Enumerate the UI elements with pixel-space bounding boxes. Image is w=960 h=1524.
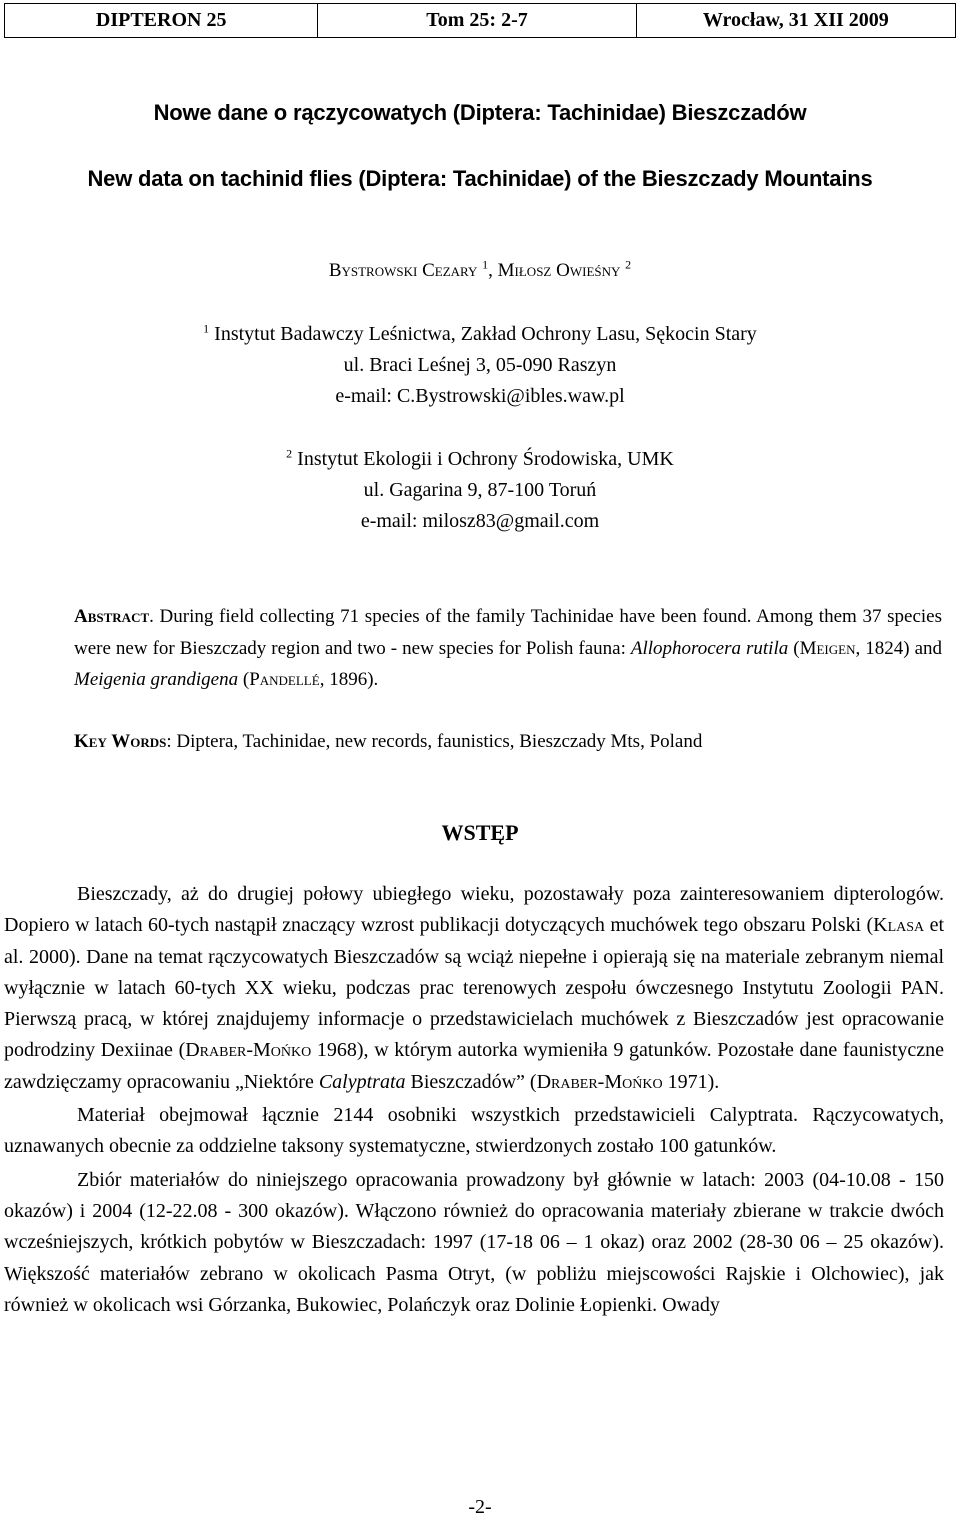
author-separator: ,: [488, 260, 498, 281]
keywords-text: : Diptera, Tachinidae, new records, faunistics, Bieszczady Mts, Poland: [166, 731, 703, 752]
abstract-label: Abstract: [74, 606, 150, 627]
para1-part5: 1971).: [662, 1070, 720, 1093]
journal-name: DIPTERON 25: [5, 4, 318, 37]
affiliation-1: [0, 319, 960, 412]
species-name-2: Meigenia grandigena: [74, 669, 239, 690]
abstract-year-1: , 1824) and: [855, 637, 943, 659]
journal-place-date: Wrocław, 31 XII 2009: [702, 9, 889, 31]
citation-klasa: Klasa: [873, 914, 925, 937]
body-text: [4, 879, 944, 1321]
species-author-1: Meigen: [799, 637, 856, 659]
affiliation-1-email: e-mail: C.Bystrowski@ibles.waw.pl: [335, 385, 625, 407]
citation-draber-monko-1971: Draber-Mońko: [536, 1070, 663, 1093]
affiliation-1-institution: [0, 319, 960, 350]
species-author-2: Pandellé: [249, 669, 320, 690]
abstract-text: [74, 601, 942, 696]
author-1-first-name: Cezary: [422, 260, 478, 281]
author-2-last-name: Owieśny: [556, 260, 621, 281]
para1-part3: 1968), w którym autorka wymieniła 9 gatunków. Pozostałe dane faunistyczne zawdzięczamy opracowaniu „Niektóre: [4, 1039, 944, 1093]
para1-part2: et al. 2000). Dane na temat rączycowatych Bieszczadów są wciąż niepełne i opierają się na materiale zebranym niemal wyłącznie w latach 60-tych XX wieku, podczas prac terenowych zespołu ówczesnego Instytutu Zoologii PAN. Pierwszą pracą, w której znajdujemy informacje o przedstawicielach muchówek z Bieszczadów jest opracowanie podrodziny Dexiinae (: [4, 914, 944, 1062]
citation-draber-monko-1968: Draber-Mońko: [185, 1039, 312, 1062]
journal-volume: Tom 25: 2-7: [318, 4, 636, 37]
affiliation-1-name: Instytut Badawczy Leśnictwa, Zakład Ochrony Lasu, Sękocin Stary: [209, 323, 757, 345]
keywords: [74, 726, 942, 757]
paragraph-1: [4, 879, 944, 1098]
para1-part1: Bieszczady, aż do drugiej połowy ubiegłego wieku, pozostawały poza zainteresowaniem dipterologów. Dopiero w latach 60-tych nastąpił znaczący wzrost publikacji dotyczących muchówek tego obszaru Polski (: [4, 883, 944, 937]
affiliation-2-mark: 2: [286, 446, 293, 461]
author-1-last-name: Bystrowski: [328, 260, 418, 281]
abstract: [74, 601, 942, 696]
affiliation-2-name: Instytut Ekologii i Ochrony Środowiska, UMK: [292, 448, 674, 470]
abstract-paren-1: (: [788, 637, 800, 659]
author-2-affiliation-mark: 2: [625, 257, 632, 272]
affiliation-1-mark: 1: [203, 321, 210, 336]
author-2-first-name: Miłosz: [497, 260, 552, 281]
species-name-1: Allophorocera rutila: [630, 637, 789, 659]
abstract-paren-2: (: [238, 669, 250, 690]
title-polish: Nowe dane o rączycowatych (Diptera: Tachinidae) Bieszczadów: [153, 100, 807, 125]
affiliation-2-email: e-mail: milosz83@gmail.com: [360, 510, 600, 532]
paragraph-2: Materiał obejmował łącznie 2144 osobniki wszystkich przedstawicieli Calyptrata. Rączycowatych, uznawanych obecnie za oddzielne taksony systematyczne, stwierdzonych zostało 100 gatunków.: [4, 1104, 944, 1158]
authors-line: [0, 257, 960, 282]
paragraph-3: Zbiór materiałów do niniejszego opracowania prowadzony był głównie w latach: 2003 (04-10.08 - 150 okazów) i 2004 (12-22.08 - 300 okazów). Włączono również do opracowania materiały zbierane w trakcie dwóch wcześniejszych, krótkich pobytów w Bieszczadach: 1997 (17-18 06 – 1 okaz) oraz 2002 (28-30 06 – 25 okazów). Większość materiałów zebrano w okolicach Pasma Otryt, (w pobliżu miejscowości Rajskie i Olchowiec), jak również w okolicach wsi Górzanka, Bukowiec, Polańczyk oraz Dolinie Łopienki. Owady: [4, 1168, 944, 1316]
affiliation-2-address: ul. Gagarina 9, 87-100 Toruń: [363, 479, 597, 501]
abstract-year-2: , 1896).: [319, 669, 379, 690]
keywords-label: Key Words: [74, 731, 167, 752]
title-english: New data on tachinid flies (Diptera: Tachinidae) of the Bieszczady Mountains: [87, 166, 873, 191]
para1-part4: Bieszczadów” (: [405, 1070, 537, 1093]
abstract-body: . During field collecting 71 species of the family Tachinidae have been found. Among them 37 species were new for Bieszczady region and two - new species for Polish fauna:: [74, 606, 942, 659]
journal-header: [4, 3, 956, 38]
section-title-intro: WSTĘP: [441, 820, 519, 845]
author-1-affiliation-mark: 1: [482, 257, 489, 272]
taxon-calyptrata: Calyptrata: [318, 1070, 406, 1093]
affiliation-2: [0, 444, 960, 537]
page-number: -2-: [468, 1496, 492, 1518]
affiliation-1-address: ul. Braci Leśnej 3, 05-090 Raszyn: [343, 354, 617, 376]
affiliation-2-institution: [0, 444, 960, 475]
